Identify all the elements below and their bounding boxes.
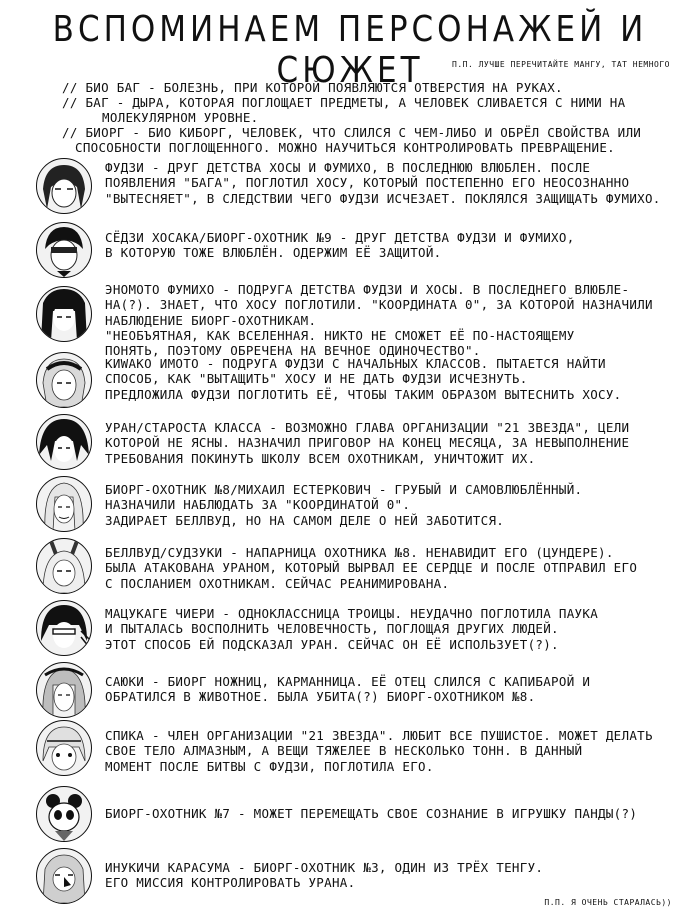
portrait-mikhail-icon	[36, 476, 92, 532]
description-line: ТРЕБОВАНИЯ ПОКИНУТЬ ШКОЛУ ВСЕМ ОХОТНИКАМ, УНИЧТОЖИТ ИХ.	[105, 450, 536, 466]
character-description	[105, 728, 675, 774]
glossary-line: МОЛЕКУЛЯРНОМ УРОВНЕ.	[102, 110, 259, 125]
description-line: ИНУКИЧИ КАРАСУМА - БИОРГ-ОХОТНИК №3, ОДИН ИЗ ТРЁХ ТЕНГУ.	[105, 860, 544, 875]
description-line: СВОЕ ТЕЛО АЛМАЗНЫМ, А ВЕЩИ ТЯЖЕЛЕЕ В НЕСКОЛЬКО ТОНН. В ДАННЫЙ	[105, 743, 583, 759]
glossary-line: // БАГ - ДЫРА, КОТОРАЯ ПОГЛОЩАЕТ ПРЕДМЕТЫ, А ЧЕЛОВЕК СЛИВАЕТСЯ С НИМИ НА	[62, 95, 626, 110]
portrait-fuji-icon	[36, 158, 92, 214]
portrait-uran-icon	[36, 414, 92, 470]
description-line: В КОТОРУЮ ТОЖЕ ВЛЮБЛЁН. ОДЕРЖИМ ЕЁ ЗАЩИТОЙ.	[105, 245, 442, 261]
description-line: ЭНОМОТО ФУМИХО - ПОДРУГА ДЕТСТВА ФУДЗИ И ХОСЫ. В ПОСЛЕДНЕГО ВЛЮБЛЕ-	[105, 282, 630, 297]
description-line: НАБЛЮДЕНИЕ БИОРГ-ОХОТНИКАМ.	[105, 312, 317, 328]
character-entry-mikhail	[36, 476, 676, 540]
description-line: НАЗНАЧИЛИ НАБЛЮДАТЬ ЗА "КООРДИНАТОЙ 0".	[105, 497, 411, 513]
description-line: "ВЫТЕСНЯЕТ", В СЛЕДСТВИИ ЧЕГО ФУДЗИ ИСЧЕЗАЕТ. ПОКЛЯЛСЯ ЗАЩИЩАТЬ ФУМИХО.	[105, 190, 661, 206]
glossary-line: // БИО БАГ - БОЛЕЗНЬ, ПРИ КОТОРОЙ ПОЯВЛЯЮТСЯ ОТВЕРСТИЯ НА РУКАХ.	[62, 80, 563, 95]
description-line: КОТОРОЙ НЕ ЯСНЫ. НАЗНАЧИЛ ПРИГОВОР НА КОНЕЦ МЕСЯЦА, ЗА НЕВЫПОЛНЕНИЕ	[105, 435, 630, 451]
description-line: НА(?). ЗНАЕТ, ЧТО ХОСУ ПОГЛОТИЛИ. "КООРДИНАТА 0", ЗА КОТОРОЙ НАЗНАЧИЛИ	[105, 297, 653, 313]
page-title: ВСПОМИНАЕМ ПЕРСОНАЖЕЙ И СЮЖЕТ	[52, 8, 648, 92]
character-description	[105, 282, 675, 358]
character-entry-uran	[36, 414, 676, 478]
portrait-chieri-icon	[36, 600, 92, 656]
portrait-bellwood-icon	[36, 538, 92, 594]
portrait-hunter7-icon	[36, 786, 92, 842]
portrait-spika-icon	[36, 720, 92, 776]
character-description	[105, 482, 675, 528]
character-description	[105, 545, 675, 591]
character-entry-kiwako	[36, 352, 676, 416]
description-line: ЗАДИРАЕТ БЕЛЛВУД, НО НА САМОМ ДЕЛЕ О НЕЙ ЗАБОТИТСЯ.	[105, 512, 505, 528]
portrait-kiwako-icon	[36, 352, 92, 408]
description-line: ПОЯВЛЕНИЯ "БАГА", ПОГЛОТИЛ ХОСУ, КОТОРЫЙ ПОСТЕПЕННО ЕГО НЕОСОЗНАННО	[105, 175, 630, 191]
description-line: БИОРГ-ОХОТНИК №7 - МОЖЕТ ПЕРЕМЕЩАТЬ СВОЕ СОЗНАНИЕ В ИГРУШКУ ПАНДЫ(?)	[105, 806, 638, 821]
character-entry-chieri	[36, 600, 676, 664]
description-line: САЮКИ - БИОРГ НОЖНИЦ, КАРМАННИЦА. ЕЁ ОТЕЦ СЛИЛСЯ С КАПИБАРОЙ И	[105, 674, 591, 689]
description-line: УРАН/СТАРОСТА КЛАССА - ВОЗМОЖНО ГЛАВА ОРГАНИЗАЦИИ "21 ЗВЕЗДА", ЦЕЛИ	[105, 420, 630, 435]
character-description	[105, 806, 675, 821]
translator-note-bottom: П.П. Я ОЧЕНЬ СТАРАЛАСЬ))	[544, 898, 672, 907]
portrait-fumiho-icon	[36, 286, 92, 342]
description-line: ПРЕДЛОЖИЛА ФУДЗИ ПОГЛОТИТЬ ЕЁ, ЧТОБЫ ТАКИМ ОБРАЗОМ ВЫТЕСНИТЬ ХОСУ.	[105, 386, 622, 402]
glossary	[62, 80, 662, 155]
character-description	[105, 356, 675, 402]
portrait-sayuki-icon	[36, 662, 92, 718]
portrait-karasuma-icon	[36, 848, 92, 904]
description-line: ОБРАТИЛСЯ В ЖИВОТНОЕ. БЫЛА УБИТА(?) БИОРГ-ОХОТНИКОМ №8.	[105, 689, 536, 705]
description-line: МОМЕНТ ПОСЛЕ БИТВЫ С ФУДЗИ, ПОГЛОТИЛА ЕГО.	[105, 758, 434, 774]
glossary-line: СПОСОБНОСТИ ПОГЛОЩЕННОГО. МОЖНО НАУЧИТЬСЯ КОНТРОЛИРОВАТЬ ПРЕВРАЩЕНИЕ.	[75, 140, 615, 155]
character-entry-fuji	[36, 158, 676, 222]
description-line: ЭТОТ СПОСОБ ЕЙ ПОДСКАЗАЛ УРАН. СЕЙЧАС ОН ЕЁ ИСПОЛЬЗУЕТ(?).	[105, 636, 559, 652]
character-description	[105, 230, 675, 261]
description-line: КИWАКО ИМОТО - ПОДРУГА ФУДЗИ С НАЧАЛЬНЫХ КЛАССОВ. ПЫТАЕТСЯ НАЙТИ	[105, 356, 606, 371]
character-description	[105, 420, 675, 466]
description-line: "НЕОБЪЯТНАЯ, КАК ВСЕЛЕННАЯ. НИКТО НЕ СМОЖЕТ ЕЁ ПО-НАСТОЯЩЕМУ	[105, 327, 575, 343]
character-entry-sayuki	[36, 662, 676, 726]
description-line: И ПЫТАЛАСЬ ВОСПОЛНИТЬ ЧЕЛОВЕЧНОСТЬ, ПОГЛОЩАЯ ДРУГИХ ЛЮДЕЙ.	[105, 621, 559, 637]
character-entry-spika	[36, 720, 676, 784]
character-entry-fumiho	[36, 280, 676, 359]
description-line: СЁДЗИ ХОСАКА/БИОРГ-ОХОТНИК №9 - ДРУГ ДЕТСТВА ФУДЗИ И ФУМИХО,	[105, 230, 575, 245]
description-line: ФУДЗИ - ДРУГ ДЕТСТВА ХОСЫ И ФУМИХО, В ПОСЛЕДНЮЮ ВЛЮБЛЕН. ПОСЛЕ	[105, 160, 591, 175]
character-description	[105, 160, 675, 206]
character-entry-bellwood	[36, 538, 676, 602]
description-line: БИОРГ-ОХОТНИК №8/МИХАИЛ ЕСТЕРКОВИЧ - ГРУБЫЙ И САМОВЛЮБЛЁННЫЙ.	[105, 482, 583, 497]
description-line: МАЦУКАГЕ ЧИЕРИ - ОДНОКЛАССНИЦА ТРОИЦЫ. НЕУДАЧНО ПОГЛОТИЛА ПАУКА	[105, 606, 599, 621]
glossary-line: // БИОРГ - БИО КИБОРГ, ЧЕЛОВЕК, ЧТО СЛИЛСЯ С ЧЕМ-ЛИБО И ОБРЁЛ СВОЙСТВА ИЛИ	[62, 125, 642, 140]
character-description	[105, 860, 675, 891]
portrait-hosaka-icon	[36, 222, 92, 278]
description-line: БЫЛА АТАКОВАНА УРАНОМ, КОТОРЫЙ ВЫРВАЛ ЕЕ СЕРДЦЕ И ПОСЛЕ ОТПРАВИЛ ЕГО	[105, 560, 638, 576]
character-description	[105, 606, 675, 652]
character-description	[105, 674, 675, 705]
description-line: ПОНЯТЬ, ПОЭТОМУ ОБРЕЧЕНА НА ВЕЧНОЕ ОДИНОЧЕСТВО".	[105, 343, 481, 359]
description-line: СПОСОБ, КАК "ВЫТАЩИТЬ" ХОСУ И НЕ ДАТЬ ФУДЗИ ИСЧЕЗНУТЬ.	[105, 371, 528, 387]
description-line: СПИКА - ЧЛЕН ОРГАНИЗАЦИИ "21 ЗВЕЗДА". ЛЮБИТ ВСЕ ПУШИСТОЕ. МОЖЕТ ДЕЛАТЬ	[105, 728, 653, 743]
description-line: БЕЛЛВУД/СУДЗУКИ - НАПАРНИЦА ОХОТНИКА №8. НЕНАВИДИТ ЕГО (ЦУНДЕРЕ).	[105, 545, 614, 560]
description-line: С ПОСЛАНИЕМ ОХОТНИКАМ. СЕЙЧАС РЕАНИМИРОВАНА.	[105, 575, 450, 591]
character-entry-hosaka	[36, 222, 676, 286]
description-line: ЕГО МИССИЯ КОНТРОЛИРОВАТЬ УРАНА.	[105, 875, 356, 891]
translator-note-top: П.П. ЛУЧШЕ ПЕРЕЧИТАЙТЕ МАНГУ, ТАТ НЕМНОГО	[452, 60, 670, 69]
character-entry-hunter7	[36, 786, 676, 850]
